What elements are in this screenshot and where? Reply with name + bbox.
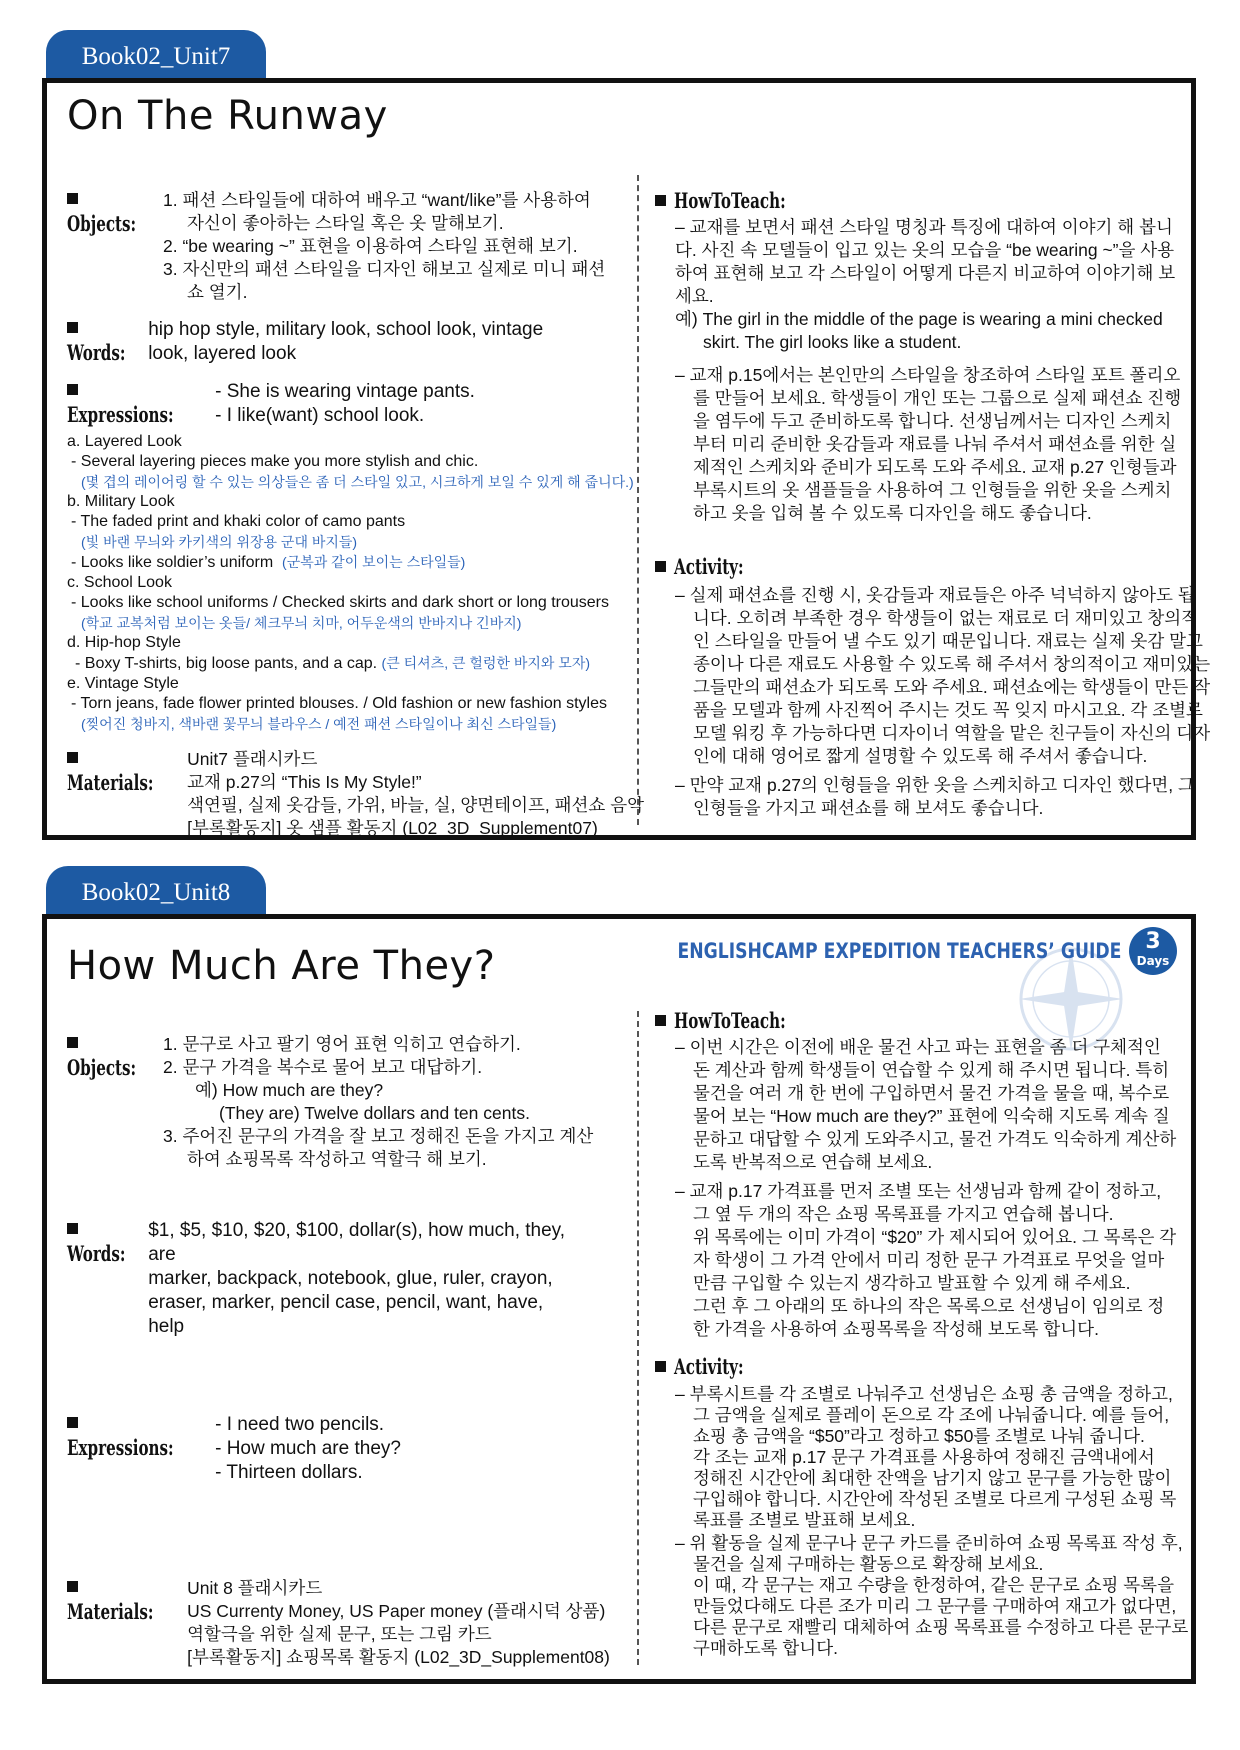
howtoteach-line: 물어 보는 “How much are they?” 표현에 익숙해 지도록 계속 질	[693, 1106, 1170, 1126]
unit8-activity	[655, 1354, 1189, 1659]
unit7-panel	[42, 78, 1211, 840]
words-heading: Words:	[67, 1241, 126, 1266]
activity-line: 다른 문구로 재빨리 대체하여 쇼핑 목록표를 수정하고 다른 문구로	[693, 1617, 1189, 1637]
teachers-guide-banner: ENGLISHCAMP EXPEDITION TEACHERS’ GUIDE	[677, 939, 1121, 963]
expressions-line: - Thirteen dollars.	[215, 1462, 363, 1483]
unit7-activity	[655, 554, 1211, 820]
style-desc: - Looks like school uniforms / Checked skirts and dark short or long trousers	[71, 594, 610, 611]
activity-line: 인형들을 가지고 패션쇼를 해 보셔도 좋습니다.	[693, 798, 1044, 818]
objects-line: 2. “be wearing ~” 표현을 이용하여 스타일 표현해 보기.	[163, 236, 578, 256]
activity-line: 이 때, 각 문구는 재고 수량을 한정하여, 같은 문구로 쇼핑 목록을	[693, 1575, 1174, 1595]
objects-line: 1. 패션 스타일들에 대하여 배우고 “want/like”를 사용하여	[163, 190, 591, 210]
activity-line: 구입해야 합니다. 시간안에 작성된 조별로 다르게 구성된 쇼핑 목	[693, 1489, 1177, 1509]
activity-line: 품을 모델과 함께 사진찍어 주시는 것도 꼭 잊지 마시고요. 각 조별로	[693, 700, 1203, 720]
unit8-words	[67, 1219, 627, 1399]
materials-line: Unit 8 플래시카드	[187, 1578, 323, 1598]
activity-line: 종이나 다른 재료도 사용할 수 있도록 해 주셔서 창의적이고 재미있는	[693, 654, 1211, 674]
activity-line: 쇼핑 총 금액을 “$50”라고 정하고 $50를 조별로 나눠 줍니다.	[693, 1426, 1145, 1446]
howtoteach-line: 부록시트의 옷 샘플들을 사용하여 그 인형들을 위한 옷을 스케치	[693, 480, 1172, 500]
days-label: Days	[1136, 954, 1170, 968]
howtoteach-line: 예) The girl in the middle of the page is wearing a mini checked	[675, 309, 1163, 329]
unit7-materials	[67, 748, 645, 840]
activity-line: 인 스타일을 만들어 낼 수도 있기 때문입니다. 재료는 실제 옷감 말고	[693, 631, 1203, 651]
howtoteach-line: 하여 표현해 보고 각 스타일이 어떻게 다른지 비교하여 이야기해 보	[675, 263, 1176, 283]
unit7-objects	[67, 189, 627, 304]
materials-line: US Currenty Money, US Paper money (플래시덕 상품)	[187, 1601, 606, 1621]
unit8-left-column	[67, 1033, 627, 1683]
objects-line: (They are) Twelve dollars and ten cents.	[219, 1103, 530, 1123]
style-desc: - Boxy T-shirts, big loose pants, and a cap.	[75, 655, 378, 672]
bullet-square-icon	[655, 561, 666, 572]
howtoteach-line: 그런 후 그 아래의 또 하나의 작은 목록으로 선생님이 임의로 정	[693, 1296, 1165, 1316]
unit8-panel	[42, 914, 1196, 1684]
objects-line: 예) How much are they?	[195, 1080, 384, 1100]
style-title: c. School Look	[67, 574, 172, 591]
howtoteach-line: 을 염두에 두고 준비하도록 합니다. 선생님께서는 디자인 스케치	[693, 411, 1172, 431]
howtoteach-line: 를 만들어 보세요. 학생들이 개인 또는 그룹으로 실제 패션쇼 진행	[693, 388, 1182, 408]
howtoteach-line: – 교재 p.15에서는 본인만의 스타일을 창조하여 스타일 포트 폴리오	[675, 365, 1181, 385]
unit7-left-column	[67, 189, 645, 854]
activity-line: 그 금액을 실제로 플레이 돈으로 각 조에 나눠줍니다. 예를 들어,	[693, 1405, 1170, 1425]
unit8-objects	[67, 1033, 627, 1205]
words-line: $1, $5, $10, $20, $100, dollar(s), how much, they,	[148, 1220, 566, 1241]
howtoteach-heading: HowToTeach:	[674, 1008, 786, 1033]
unit7-howtoteach	[655, 189, 1185, 525]
howtoteach-line: 도록 반복적으로 연습해 보세요.	[693, 1152, 933, 1172]
style-desc: - Torn jeans, fade flower printed blouses. / Old fashion or new fashion styles	[71, 695, 607, 712]
activity-line: 모델 워킹 후 가능하다면 디자이너 역할을 맡은 친구들이 자신의 디자	[693, 723, 1211, 743]
bullet-square-icon	[67, 1581, 78, 1592]
unit8-tab-label: Book02_Unit8	[81, 879, 231, 906]
style-korean: (빛 바랜 무늬와 카키색의 위장용 군대 바지들)	[81, 534, 358, 550]
howtoteach-line: 하고 옷을 입혀 볼 수 있도록 디자인을 해도 좋습니다.	[693, 503, 1092, 523]
words-line: marker, backpack, notebook, glue, ruler, crayon,	[148, 1268, 553, 1289]
bullet-square-icon	[67, 193, 78, 204]
style-desc: - The faded print and khaki color of camo pants	[71, 513, 406, 530]
materials-line: Unit7 플래시카드	[187, 749, 318, 769]
howtoteach-line: 자 학생이 그 가격 안에서 미리 정한 문구 가격표로 무엇을 얼마	[693, 1250, 1165, 1270]
words-line: look, layered look	[148, 343, 297, 364]
bullet-square-icon	[67, 752, 78, 763]
howtoteach-line: – 교재 p.17 가격표를 먼저 조별 또는 선생님과 함께 같이 정하고,	[675, 1181, 1162, 1201]
unit7-title: On The Runway	[67, 93, 388, 139]
howtoteach-line: 물건을 여러 개 한 번에 구입하면서 물건 가격을 물을 때, 복수로	[693, 1083, 1170, 1103]
materials-line: 역할극을 위한 실제 문구, 또는 그림 카드	[187, 1624, 492, 1644]
howtoteach-line: 제적인 스케치와 준비가 되도록 도와 주세요. 교재 p.27 인형들과	[693, 457, 1177, 477]
howtoteach-line: 한 가격을 사용하여 쇼핑목록을 작성해 보도록 합니다.	[693, 1319, 1099, 1339]
activity-heading: Activity:	[674, 1354, 744, 1379]
expressions-line: - I need two pencils.	[215, 1414, 385, 1435]
unit8-tab	[46, 866, 266, 916]
materials-line: 교재 p.27의 “This Is My Style!”	[187, 772, 422, 792]
unit7-tab-label: Book02_Unit7	[81, 43, 231, 70]
style-korean: (학교 교복처럼 보이는 옷들/ 체크무늬 치마, 어두운색의 반바지나 긴바지)	[81, 615, 522, 631]
materials-line: [부록활동지] 옷 샘플 활동지 (L02_3D_Supplement07)	[187, 818, 598, 838]
objects-line: 2. 문구 가격을 복수로 물어 보고 대답하기.	[163, 1057, 483, 1077]
style-title: b. Military Look	[67, 493, 175, 510]
words-heading: Words:	[67, 340, 126, 365]
howtoteach-line: – 이번 시간은 이전에 배운 물건 사고 파는 표현을 좀 더 구체적인	[675, 1037, 1161, 1057]
unit7-column-divider	[637, 175, 639, 825]
activity-heading: Activity:	[674, 554, 744, 579]
howtoteach-line: 위 목록에는 이미 가격이 “$20” 가 제시되어 있어요. 그 목록은 각	[693, 1227, 1177, 1247]
activity-line: 니다. 오히려 부족한 경우 학생들이 없는 재료로 더 재미있고 창의적	[693, 608, 1199, 628]
style-desc: - Looks like soldier’s uniform	[71, 554, 274, 571]
days-badge	[1129, 927, 1177, 975]
words-line: are	[148, 1244, 176, 1265]
activity-line: 물건을 실제 구매하는 활동으로 확장해 보세요.	[693, 1554, 1044, 1574]
materials-line: [부록활동지] 쇼핑목록 활동지 (L02_3D_Supplement08)	[187, 1647, 610, 1667]
howtoteach-line: 다. 사진 속 모델들이 입고 있는 옷의 모습을 “be wearing ~”을 사용	[675, 240, 1175, 260]
activity-line: – 위 활동을 실제 문구나 문구 카드를 준비하여 쇼핑 목록표 작성 후,	[675, 1533, 1183, 1553]
unit8-materials	[67, 1577, 627, 1669]
expressions-line: - I like(want) school look.	[215, 405, 425, 426]
objects-heading: Objects:	[67, 1055, 137, 1080]
style-korean: (찢어진 청바지, 색바랜 꽃무늬 블라우스 / 예전 패션 스타일이나 최신 스타일들)	[81, 716, 557, 732]
howtoteach-line: 만큼 구입할 수 있는지 생각하고 발표할 수 있게 해 주세요.	[693, 1273, 1131, 1293]
expressions-line: - How much are they?	[215, 1438, 401, 1459]
materials-line: 색연필, 실제 옷감들, 가위, 바늘, 실, 양면테이프, 패션쇼 음악	[187, 795, 645, 815]
activity-line: – 만약 교재 p.27의 인형들을 위한 옷을 스케치하고 디자인 했다면, 그	[675, 775, 1195, 795]
unit7-expressions	[67, 380, 627, 428]
bullet-square-icon	[655, 1361, 666, 1372]
unit8-expressions	[67, 1413, 627, 1563]
unit8-title: How Much Are They?	[67, 943, 496, 989]
activity-line: 만들었다해도 다른 조가 미리 그 문구를 구매하여 재고가 없다면,	[693, 1596, 1177, 1616]
bullet-square-icon	[67, 322, 78, 333]
days-number: 3	[1145, 929, 1161, 954]
bullet-square-icon	[655, 1015, 666, 1026]
howtoteach-line: 문하고 대답할 수 있게 도와주시고, 물건 가격도 익숙하게 계산하	[693, 1129, 1177, 1149]
style-title: a. Layered Look	[67, 433, 182, 450]
style-desc: - Several layering pieces make you more stylish and chic.	[71, 453, 479, 470]
activity-line: 정해진 시간안에 최대한 잔액을 남기지 않고 문구를 가능한 많이	[693, 1468, 1172, 1488]
objects-line: 3. 자신만의 패션 스타일을 디자인 해보고 실제로 미니 패션	[163, 259, 606, 279]
expressions-heading: Expressions:	[67, 1435, 174, 1460]
activity-line: 록표를 조별로 발표해 보세요.	[693, 1510, 916, 1530]
howtoteach-line: 그 옆 두 개의 작은 쇼핑 목록표를 가지고 연습해 봅니다.	[693, 1204, 1114, 1224]
words-line: eraser, marker, pencil case, pencil, want, have,	[148, 1292, 544, 1313]
howtoteach-line: 세요.	[675, 286, 714, 306]
style-title: e. Vintage Style	[67, 675, 179, 692]
bullet-square-icon	[67, 1037, 78, 1048]
objects-line: 1. 문구로 사고 팔기 영어 표현 익히고 연습하기.	[163, 1034, 521, 1054]
activity-line: – 실제 패션쇼를 진행 시, 옷감들과 재료들은 아주 넉넉하지 않아도 됩	[675, 585, 1195, 605]
bullet-square-icon	[655, 195, 666, 206]
activity-line: 각 조는 교재 p.17 문구 가격표를 사용하여 정해진 금액내에서	[693, 1447, 1155, 1467]
unit7-style-list	[67, 432, 634, 734]
howtoteach-heading: HowToTeach:	[674, 188, 786, 213]
expressions-heading: Expressions:	[67, 402, 174, 427]
style-korean: (몇 겹의 레이어링 할 수 있는 의상들은 좀 더 스타일 있고, 시크하게 보일 수 있게 해 줍니다.)	[81, 474, 634, 490]
unit8-right-column	[655, 1008, 1189, 1659]
unit7-right-column	[655, 188, 1211, 820]
unit7-words	[67, 318, 627, 366]
activity-line: 구매하도록 합니다.	[693, 1638, 838, 1658]
unit7-tab	[46, 30, 266, 80]
unit8-column-divider	[637, 1011, 639, 1665]
objects-line: 하여 쇼핑목록 작성하고 역할극 해 보기.	[187, 1149, 487, 1169]
expressions-line: - She is wearing vintage pants.	[215, 381, 475, 402]
words-line: hip hop style, military look, school look, vintage	[148, 319, 544, 340]
bullet-square-icon	[67, 1223, 78, 1234]
materials-heading: Materials:	[67, 1599, 154, 1624]
howtoteach-line: – 교재를 보면서 패션 스타일 명칭과 특징에 대하여 이야기 해 봅니	[675, 217, 1173, 237]
objects-line: 쇼 열기.	[187, 282, 248, 302]
howtoteach-line: skirt. The girl looks like a student.	[703, 332, 962, 352]
style-korean: (큰 티셔츠, 큰 헐렁한 바지와 모자)	[381, 655, 591, 671]
unit8-howtoteach	[655, 1009, 1185, 1341]
howtoteach-line: 부터 미리 준비한 옷감들과 재료를 나눠 주셔서 패션쇼를 위한 실	[693, 434, 1177, 454]
bullet-square-icon	[67, 1417, 78, 1428]
activity-line: 그들만의 패션쇼가 되도록 도와 주세요. 패션쇼에는 학생들이 만든 작	[693, 677, 1211, 697]
objects-line: 자신이 좋아하는 스타일 혹은 옷 말해보기.	[187, 213, 504, 233]
bullet-square-icon	[67, 384, 78, 395]
objects-line: 3. 주어진 문구의 가격을 잘 보고 정해진 돈을 가지고 계산	[163, 1126, 594, 1146]
activity-line: – 부록시트를 각 조별로 나눠주고 선생님은 쇼핑 총 금액을 정하고,	[675, 1384, 1173, 1404]
style-korean: (군복과 같이 보이는 스타일들)	[282, 554, 466, 570]
style-title: d. Hip-hop Style	[67, 634, 181, 651]
words-line: help	[148, 1316, 185, 1337]
objects-heading: Objects:	[67, 211, 137, 236]
materials-heading: Materials:	[67, 770, 154, 795]
howtoteach-line: 돈 계산과 함께 학생들이 연습할 수 있게 해 주시면 됩니다. 특히	[693, 1060, 1170, 1080]
activity-line: 인에 대해 영어로 짧게 설명할 수 있도록 해 주셔서 좋습니다.	[693, 746, 1148, 766]
